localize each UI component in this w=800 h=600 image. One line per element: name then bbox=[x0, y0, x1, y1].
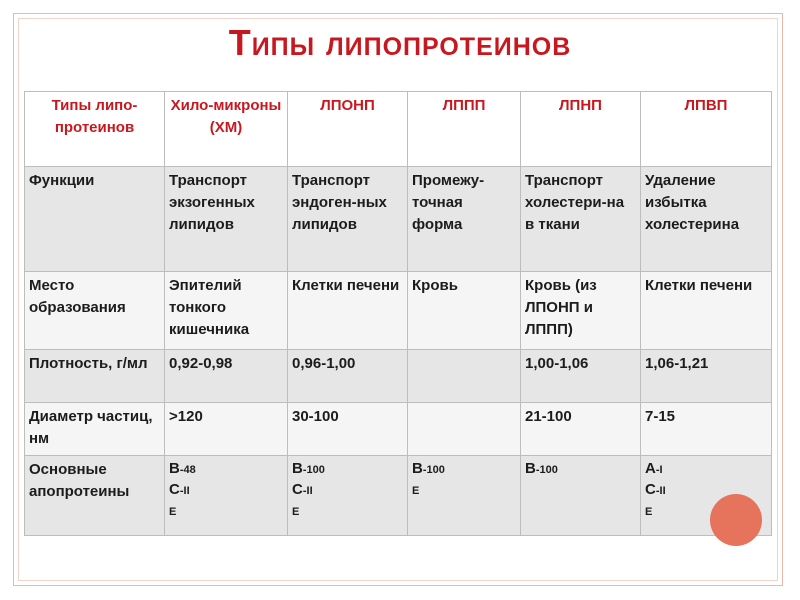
apoprotein-suffix: -II bbox=[302, 485, 313, 497]
table-cell: Эпителий тонкого кишечника bbox=[165, 272, 288, 350]
apoprotein-cell bbox=[165, 456, 288, 536]
apoprotein-cell bbox=[288, 456, 408, 536]
header-col-hm: Хило-микроны (ХМ) bbox=[165, 92, 288, 167]
apoprotein-suffix: -II bbox=[179, 485, 190, 497]
table-cell: Клетки печени bbox=[288, 272, 408, 350]
apoprotein-letter: А bbox=[645, 460, 656, 477]
apoprotein-line bbox=[169, 501, 283, 522]
header-col-lponp: ЛПОНП bbox=[288, 92, 408, 167]
table-cell: 21-100 bbox=[521, 403, 641, 456]
apoprotein-suffix: -100 bbox=[302, 464, 325, 476]
table-cell: 1,00-1,06 bbox=[521, 350, 641, 403]
table-cell: Транспорт эндоген-ных липидов bbox=[288, 167, 408, 272]
table-cell: >120 bbox=[165, 403, 288, 456]
apoprotein-suffix: Е bbox=[412, 485, 420, 497]
row-label: Плотность, г/мл bbox=[25, 350, 165, 403]
apoprotein-line bbox=[169, 480, 283, 501]
apoprotein-line bbox=[412, 459, 516, 480]
apoprotein-line bbox=[292, 459, 403, 480]
table-cell: 0,92-0,98 bbox=[165, 350, 288, 403]
apoprotein-cell bbox=[521, 456, 641, 536]
table-row-diameter bbox=[25, 403, 772, 456]
table-cell bbox=[408, 403, 521, 456]
table-cell bbox=[408, 350, 521, 403]
header-col-lpnp: ЛПНП bbox=[521, 92, 641, 167]
apoprotein-letter: В bbox=[169, 460, 180, 477]
row-label: Функции bbox=[25, 167, 165, 272]
table-cell: 30-100 bbox=[288, 403, 408, 456]
apoprotein-suffix: -48 bbox=[179, 464, 196, 476]
apoprotein-line bbox=[292, 480, 403, 501]
apoprotein-suffix: Е bbox=[169, 506, 177, 518]
table-cell: Транспорт экзогенных липидов bbox=[165, 167, 288, 272]
lipoprotein-table bbox=[24, 91, 772, 536]
apoprotein-suffix: Е bbox=[292, 506, 300, 518]
apoprotein-suffix: -100 bbox=[535, 464, 558, 476]
apoprotein-cell bbox=[408, 456, 521, 536]
table-row-origin bbox=[25, 272, 772, 350]
apoprotein-line bbox=[525, 459, 636, 480]
table-cell: Клетки печени bbox=[641, 272, 772, 350]
apoprotein-letter: С bbox=[645, 481, 656, 498]
table-row-density bbox=[25, 350, 772, 403]
table-cell: Кровь (из ЛПОНП и ЛППП) bbox=[521, 272, 641, 350]
table-row-apoproteins bbox=[25, 456, 772, 536]
apoprotein-suffix: Е bbox=[645, 506, 653, 518]
slide-title: Типы липопротеинов bbox=[228, 22, 572, 63]
apoprotein-line bbox=[645, 459, 767, 480]
apoprotein-letter: С bbox=[169, 481, 180, 498]
apoprotein-line bbox=[292, 501, 403, 522]
table-row-functions bbox=[25, 167, 772, 272]
header-col-lpvp: ЛПВП bbox=[641, 92, 772, 167]
table-cell: 0,96-1,00 bbox=[288, 350, 408, 403]
row-label: Место образования bbox=[25, 272, 165, 350]
apoprotein-suffix: -II bbox=[655, 485, 666, 497]
apoprotein-line bbox=[412, 480, 516, 501]
apoprotein-letter: С bbox=[292, 481, 303, 498]
table-cell: Удаление избытка холестерина bbox=[641, 167, 772, 272]
header-label-cell: Типы липо-протеинов bbox=[25, 92, 165, 167]
apoprotein-suffix: -I bbox=[655, 464, 663, 476]
table-cell: 7-15 bbox=[641, 403, 772, 456]
table-cell: Промежу-точная форма bbox=[408, 167, 521, 272]
table-cell: Транспорт холестери-на в ткани bbox=[521, 167, 641, 272]
decorative-circle bbox=[710, 494, 762, 546]
table-cell: 1,06-1,21 bbox=[641, 350, 772, 403]
row-label: Основные апопротеины bbox=[25, 456, 165, 536]
apoprotein-letter: В bbox=[412, 460, 423, 477]
apoprotein-letter: В bbox=[525, 460, 536, 477]
table-cell: Кровь bbox=[408, 272, 521, 350]
header-row bbox=[25, 92, 772, 167]
row-label: Диаметр частиц, нм bbox=[25, 403, 165, 456]
header-col-lppp: ЛППП bbox=[408, 92, 521, 167]
apoprotein-suffix: -100 bbox=[422, 464, 445, 476]
apoprotein-letter: В bbox=[292, 460, 303, 477]
apoprotein-line bbox=[169, 459, 283, 480]
